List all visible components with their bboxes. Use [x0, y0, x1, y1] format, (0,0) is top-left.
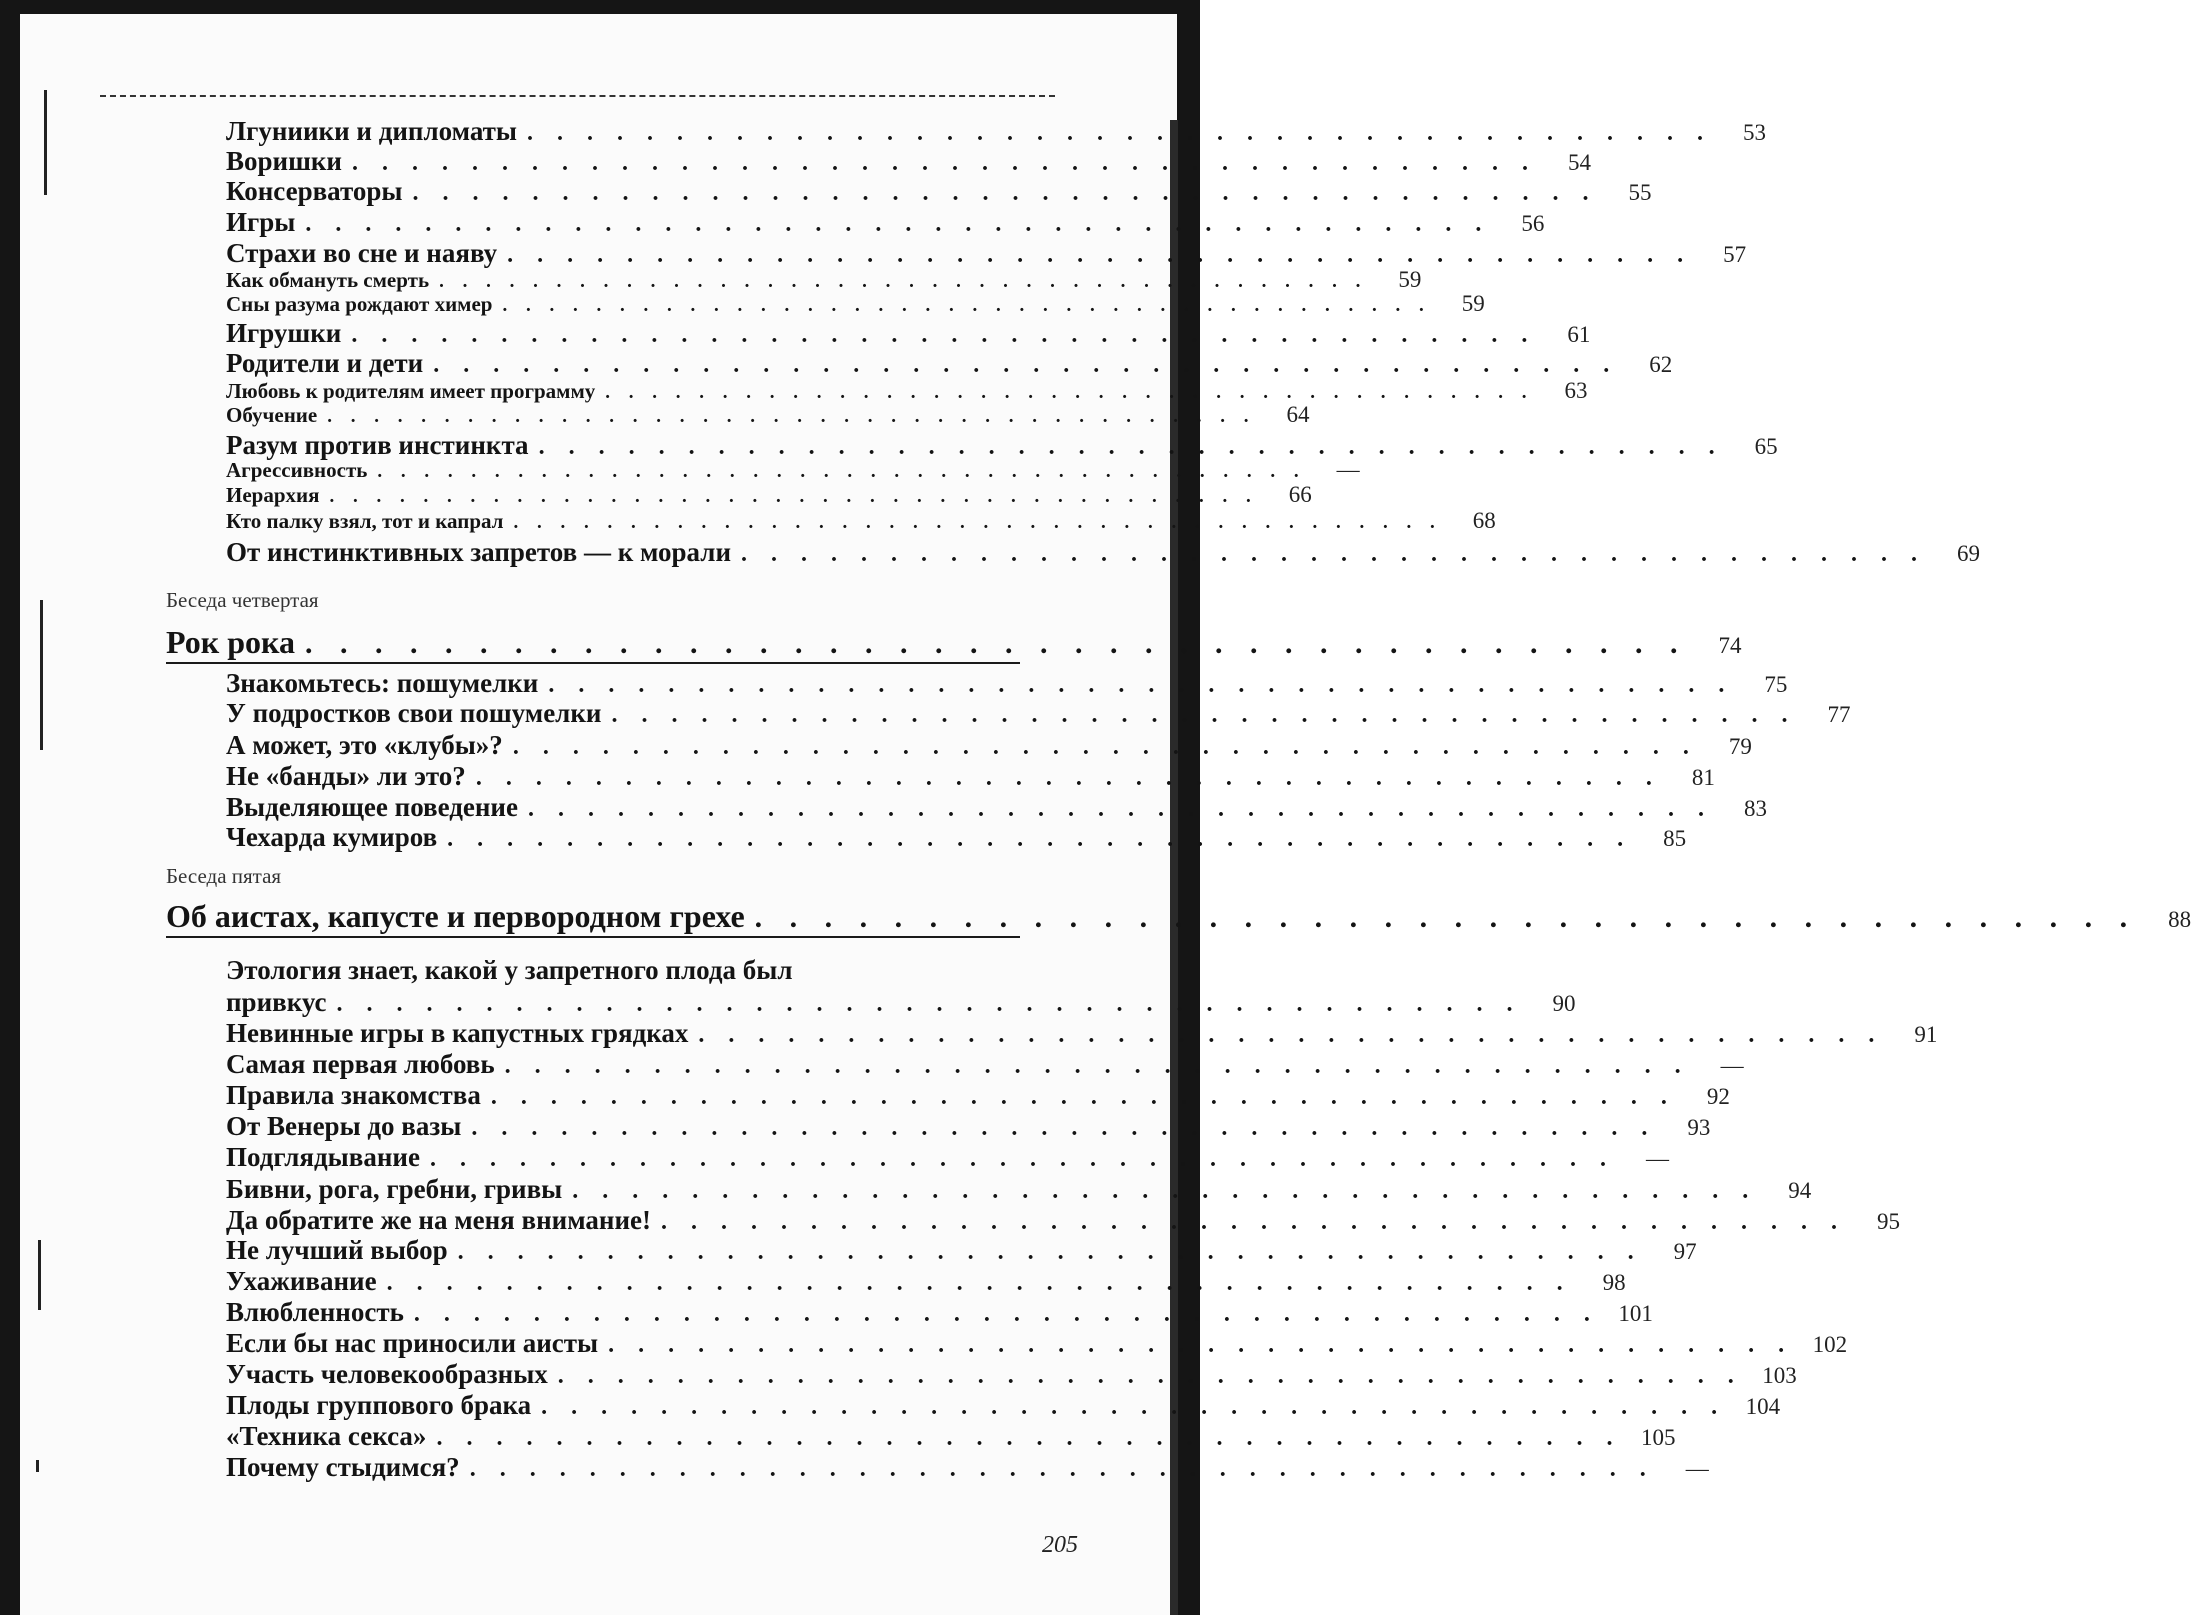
dot-leader: . . . . . . . . . . . . . . . . . . . . . . . . . . . . . . . . . . . . . . . .	[447, 826, 1632, 853]
toc-entry	[226, 1049, 1020, 1080]
entry-page-number: 104	[1740, 1394, 1780, 1420]
toc-entry	[226, 508, 1020, 534]
entry-title: Сны разума рождают химер	[226, 292, 492, 317]
entry-page-number: 54	[1551, 150, 1591, 176]
entry-title: Любовь к родителям имеет программу	[226, 379, 595, 404]
entry-page-number: 74	[1701, 633, 1741, 659]
toc-entry	[226, 987, 1020, 1018]
entry-title: Почему стыдимся?	[226, 1452, 460, 1483]
entry-title: Консерваторы	[226, 176, 403, 207]
entry-title: Не «банды» ли это?	[226, 761, 466, 792]
scan-speck	[38, 1240, 41, 1310]
entry-title: А может, это «клубы»?	[226, 730, 503, 761]
entry-page-number: 62	[1632, 352, 1672, 378]
toc-entry	[226, 1452, 1020, 1483]
toc-entry	[226, 668, 1020, 699]
dot-leader: . . . . . . . . . . . . . . . . . . . . . . . . . . . . . . . . . . . . . . . .	[351, 322, 1536, 349]
dot-leader: . . . . . . . . . . . . . . . . . . . . . . . . . . . . . . . . . . . . . . . .	[387, 1270, 1572, 1297]
dot-leader: . . . . . . . . . . . . . . . . . . . . . . . . . . . . . . . . . . . . . . . .	[414, 1301, 1599, 1328]
entry-page-number: 79	[1712, 734, 1752, 760]
toc-entry	[226, 761, 1020, 792]
dot-leader: . . . . . . . . . . . . . . . . . . . . . . . . . . . . . . . . . . . . . . . .	[558, 1363, 1743, 1390]
toc-entry	[226, 822, 1020, 853]
header-rule	[100, 95, 1055, 97]
toc-entry	[226, 482, 1020, 508]
chapter-heading	[166, 898, 1020, 938]
entry-page-number: 95	[1860, 1209, 1900, 1235]
entry-page-number: —	[1704, 1053, 1744, 1079]
conversation-label: Беседа четвертая	[166, 588, 319, 613]
toc-entry	[226, 1297, 1020, 1328]
entry-page-number: 57	[1706, 242, 1746, 268]
dot-leader: . . . . . . . . . . . . . . . . . . . . . . . . . . . . . . . . . . . . . . . .	[661, 1209, 1846, 1236]
dot-leader: . . . . . . . . . . . . . . . . . . . . . . . . . . . . . . . . . . . . . . . .	[741, 541, 1926, 568]
dot-leader: . . . . . . . . . . . . . . . . . . . . . . . . . . . . . . . . . . . . . . . .	[698, 1022, 1883, 1049]
toc-entry	[226, 1080, 1020, 1111]
entry-page-number: 53	[1726, 120, 1766, 146]
dot-leader: . . . . . . . . . . . . . . . . . . . . . . . . . . . . . . . . . . . . . . . .	[513, 734, 1698, 761]
toc-entry	[226, 792, 1020, 823]
entry-page-number: 101	[1613, 1301, 1653, 1327]
entry-page-number: 83	[1727, 796, 1767, 822]
dot-leader: . . . . . . . . . . . . . . . . . . . . . . . . . . . . . . . . . . . . . . . .	[329, 486, 1257, 508]
dot-leader: . . . . . . . . . . . . . . . . . . . . . . . . . . . . . . . . . . . . . . . .	[505, 1053, 1690, 1080]
entry-page-number: 66	[1272, 482, 1312, 508]
scan-edge-left	[0, 0, 20, 1615]
entry-page-number: 61	[1550, 322, 1590, 348]
entry-title: У подростков свои пошумелки	[226, 698, 601, 729]
entry-title: Страхи во сне и наяву	[226, 238, 497, 269]
dot-leader: . . . . . . . . . . . . . . . . . . . . . . . . . . . . . . . . . . . . . . . .	[541, 1394, 1726, 1421]
dot-leader: . . . . . . . . . . . . . . . . . . . . . . . . . . . . . . . . . . . . . . . .	[513, 512, 1441, 534]
toc-entry	[226, 318, 1020, 349]
toc-entry	[226, 730, 1020, 761]
entry-title: Игры	[226, 207, 295, 238]
toc-entry	[226, 1328, 1020, 1359]
entry-title: Лгуниики и дипломаты	[226, 116, 517, 147]
dot-leader: . . . . . . . . . . . . . . . . . . . . . . . . . . . . . . . . . . . . . . . .	[352, 150, 1537, 177]
entry-title: Влюбленность	[226, 1297, 404, 1328]
entry-title: Выделяющее поведение	[226, 792, 518, 823]
toc-entry	[226, 1174, 1020, 1205]
entry-page-number: 56	[1504, 211, 1544, 237]
entry-title: Как обмануть смерть	[226, 268, 429, 293]
entry-page-number: —	[1669, 1456, 1709, 1482]
dot-leader: . . . . . . . . . . . . . . . . . . . . . . . . . . . . . . . . . . . . . . . .	[502, 295, 1430, 317]
entry-title: Правила знакомства	[226, 1080, 481, 1111]
dot-leader: . . . . . . . . . . . . . . . . . . . . . . . . . . . . . . . . . . . . . . . .	[539, 434, 1724, 461]
entry-page-number: —	[1320, 457, 1360, 483]
toc-entry	[226, 1142, 1020, 1173]
book-page	[0, 0, 1200, 1615]
dot-leader: . . . . . . . . . . . . . . . . . . . . . . . . . . . . . . . . . . . . . . . .	[436, 1425, 1621, 1452]
toc-entry	[226, 1205, 1020, 1236]
toc-entry-first-line: Этология знает, какой у запретного плода был	[226, 955, 793, 986]
entry-page-number: 91	[1897, 1022, 1937, 1048]
dot-leader: . . . . . . . . . . . . . . . . . . . . . . . . . . . . . . . . . . . . . . . .	[327, 406, 1255, 428]
dot-leader: . . . . . . . . . . . . . . . . . . . . . . . . . . . . . . . . . . . . . . . .	[377, 461, 1305, 483]
entry-page-number: 77	[1810, 702, 1850, 728]
scan-speck	[40, 600, 43, 750]
entry-title: От инстинктивных запретов — к морали	[226, 537, 731, 568]
dot-leader: . . . . . . . . . . . . . . . . . . . . . . . . . . . . . . . . . . . . . . . .	[608, 1332, 1793, 1359]
entry-title: Самая первая любовь	[226, 1049, 495, 1080]
entry-title: Плоды группового брака	[226, 1390, 531, 1421]
conversation-label: Беседа пятая	[166, 864, 281, 889]
dot-leader: . . . . . . . . . . . . . . . . . . . . . . . . . . . . . . . . . . . . . . . .	[470, 1456, 1655, 1483]
entry-page-number: 75	[1747, 672, 1787, 698]
entry-page-number: 93	[1670, 1115, 1710, 1141]
entry-title: Не лучший выбор	[226, 1235, 448, 1266]
entry-title: Подглядывание	[226, 1142, 420, 1173]
toc-entry	[226, 176, 1020, 207]
toc-entry	[226, 146, 1020, 177]
entry-title: Участь человекообразных	[226, 1359, 548, 1390]
entry-title: Бивни, рога, гребни, гривы	[226, 1174, 562, 1205]
entry-page-number: 55	[1612, 180, 1652, 206]
entry-page-number: 97	[1657, 1239, 1697, 1265]
entry-title: Иерархия	[226, 483, 319, 508]
dot-leader: . . . . . . . . . . . . . . . . . . . . . . . . . . . . . . . . . . . . . . . .	[430, 1146, 1615, 1173]
entry-page-number: 94	[1771, 1178, 1811, 1204]
entry-title: Ухаживание	[226, 1266, 377, 1297]
dot-leader: . . . . . . . . . . . . . . . . . . . . . . . . . . . . . . . . . . . . . . . .	[337, 991, 1522, 1018]
toc-entry	[226, 238, 1020, 269]
toc-entry	[226, 1018, 1020, 1049]
toc-entry	[226, 348, 1020, 379]
toc-entry	[226, 1235, 1020, 1266]
entry-title: Рок рока	[166, 624, 295, 661]
dot-leader: . . . . . . . . . . . . . . . . . . . . . . . . . . . . . . . . . . . . . . . .	[572, 1178, 1757, 1205]
entry-title: Да обратите же на меня внимание!	[226, 1205, 651, 1236]
toc-entry	[226, 1359, 1020, 1390]
entry-page-number: 98	[1586, 1270, 1626, 1296]
entry-page-number: 85	[1646, 826, 1686, 852]
entry-title: Знакомьтесь: пошумелки	[226, 668, 538, 699]
entry-page-number: 92	[1690, 1084, 1730, 1110]
dot-leader: . . . . . . . . . . . . . . . . . . . . . . . . . . . . . . . . . . . . . . . .	[528, 796, 1713, 823]
dot-leader: . . . . . . . . . . . . . . . . . . . . . . . . . . . . . . . . . . . . . . . .	[605, 382, 1533, 404]
entry-title: Родители и дети	[226, 348, 423, 379]
toc-entry	[226, 1421, 1020, 1452]
entry-title: Игрушки	[226, 318, 341, 349]
entry-page-number: 88	[2151, 907, 2191, 933]
toc-entry	[226, 457, 1020, 483]
entry-title: Чехарда кумиров	[226, 822, 437, 853]
dot-leader: . . . . . . . . . . . . . . . . . . . . . . . . . . . . . . . . . . . . . . . .	[413, 180, 1598, 207]
dot-leader: . . . . . . . . . . . . . . . . . . . . . . . . . . . . . . . . . . . . . . . .	[611, 702, 1796, 729]
entry-title: привкус	[226, 987, 327, 1018]
dot-leader: . . . . . . . . . . . . . . . . . . . . . . . . . . . . . . . . . . . . . . . .	[548, 672, 1733, 699]
entry-page-number: 69	[1940, 541, 1980, 567]
toc-entry	[226, 402, 1020, 428]
toc-entry	[226, 116, 1020, 147]
chapter-heading	[166, 624, 1020, 664]
entry-page-number: 59	[1381, 267, 1421, 293]
entry-page-number: 105	[1635, 1425, 1675, 1451]
entry-page-number: —	[1629, 1146, 1669, 1172]
toc-entry	[226, 267, 1020, 293]
toc-entry	[226, 698, 1020, 729]
toc-entry	[226, 207, 1020, 238]
entry-page-number: 103	[1757, 1363, 1797, 1389]
entry-title: Об аистах, капусте и первородном грехе	[166, 898, 745, 935]
dot-leader: . . . . . . . . . . . . . . . . . . . . . . . . . . . . . . . . . . . . . . . .	[458, 1239, 1643, 1266]
toc-entry	[226, 1390, 1020, 1421]
page-number: 205	[1042, 1532, 1078, 1559]
toc-entry	[226, 1111, 1020, 1142]
toc-entry	[226, 291, 1020, 317]
entry-title: Агрессивность	[226, 458, 367, 483]
entry-title: Невинные игры в капустных грядках	[226, 1018, 688, 1049]
entry-title: Разум против инстинкта	[226, 430, 529, 461]
entry-page-number: 59	[1445, 291, 1485, 317]
dot-leader: . . . . . . . . . . . . . . . . . . . . . . . . . . . . . . . . . . . . . . . .	[433, 352, 1618, 379]
entry-title: От Венеры до вазы	[226, 1111, 461, 1142]
dot-leader: . . . . . . . . . . . . . . . . . . . . . . . . . . . . . . . . . . . . . . . .	[471, 1115, 1656, 1142]
scan-speck	[44, 90, 47, 195]
dot-leader: . . . . . . . . . . . . . . . . . . . . . . . . . . . . . . . . . . . . . . . .	[491, 1084, 1676, 1111]
toc-entry	[226, 537, 1020, 568]
dot-leader: . . . . . . . . . . . . . . . . . . . . . . . . . . . . . . . . . . . . . . . .	[755, 901, 2138, 935]
entry-title: Воришки	[226, 146, 342, 177]
dot-leader: . . . . . . . . . . . . . . . . . . . . . . . . . . . . . . . . . . . . . . . .	[305, 627, 1688, 661]
scan-edge-top	[0, 0, 1200, 14]
toc-entry	[226, 378, 1020, 404]
entry-page-number: 81	[1675, 765, 1715, 791]
entry-page-number: 63	[1548, 378, 1588, 404]
toc-entry	[226, 1266, 1020, 1297]
entry-title: Кто палку взял, тот и капрал	[226, 509, 503, 534]
entry-page-number: 102	[1807, 1332, 1847, 1358]
dot-leader: . . . . . . . . . . . . . . . . . . . . . . . . . . . . . . . . . . . . . . . .	[527, 120, 1712, 147]
entry-title: Если бы нас приносили аисты	[226, 1328, 598, 1359]
entry-title: Обучение	[226, 403, 317, 428]
entry-page-number: 68	[1456, 508, 1496, 534]
entry-title: «Техника секса»	[226, 1421, 426, 1452]
dot-leader: . . . . . . . . . . . . . . . . . . . . . . . . . . . . . . . . . . . . . . . .	[439, 271, 1367, 293]
dot-leader: . . . . . . . . . . . . . . . . . . . . . . . . . . . . . . . . . . . . . . . .	[305, 211, 1490, 238]
entry-page-number: 90	[1536, 991, 1576, 1017]
entry-page-number: 65	[1738, 434, 1778, 460]
entry-page-number: 64	[1269, 402, 1309, 428]
scan-speck	[36, 1460, 39, 1472]
dot-leader: . . . . . . . . . . . . . . . . . . . . . . . . . . . . . . . . . . . . . . . .	[476, 765, 1661, 792]
dot-leader: . . . . . . . . . . . . . . . . . . . . . . . . . . . . . . . . . . . . . . . .	[507, 242, 1692, 269]
